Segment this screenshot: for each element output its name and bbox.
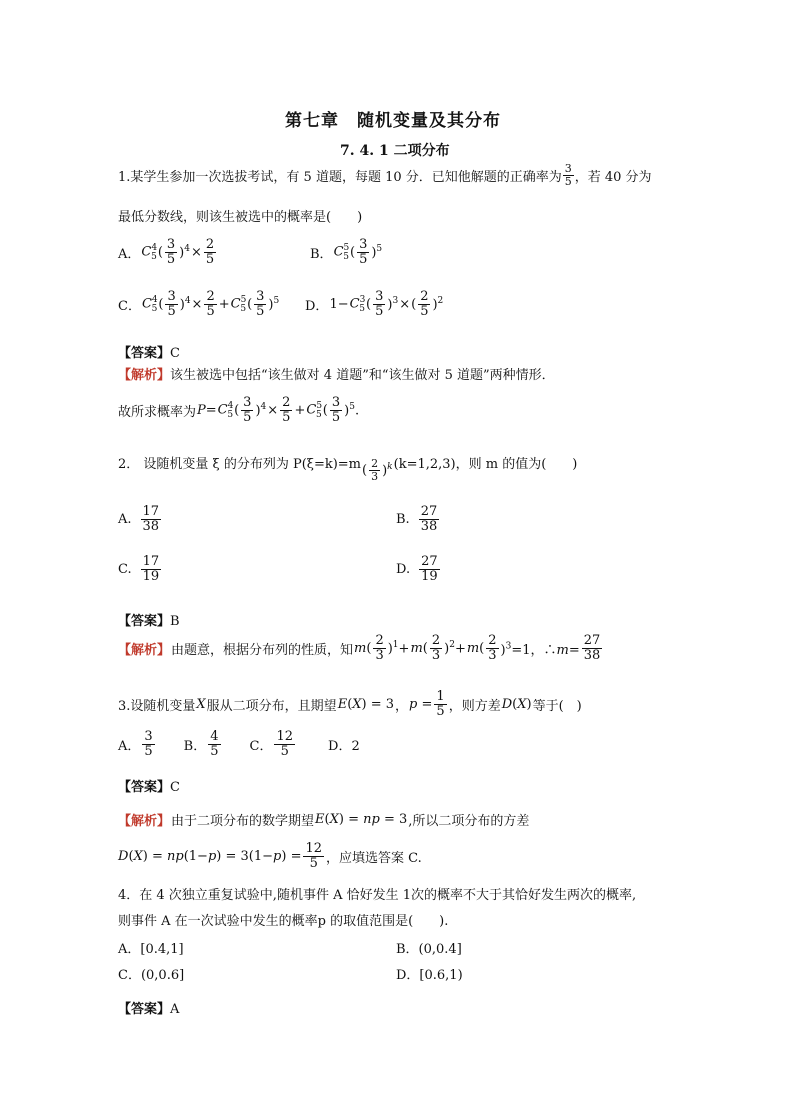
q1-option-d: D． 1− $C^3_5$ ( $\frac{3}{5}$ )$^3$ × ( $\frac{2}{5}$ )$^2$	[305, 289, 444, 319]
section-title: 7. 4. 1 二项分布	[340, 143, 450, 159]
q2-option-d: D. $\frac{27}{19}$	[396, 554, 438, 584]
q3-option-a: A． $\frac{3}{5}$	[118, 729, 153, 759]
q2-answer: 【答案】B	[118, 614, 180, 629]
q3-answer: 【答案】C	[118, 780, 180, 795]
q1-option-b: B． $C^5_5$ ( $\frac{3}{5}$ )$^5$	[310, 237, 383, 267]
q4-option-a: A．[0.4,1]	[118, 942, 184, 957]
q1-answer: 【答案】C	[118, 346, 180, 361]
q4-answer: 【答案】A	[118, 1002, 180, 1017]
q3-analysis-line2: D(X) = np(1−p) = 3(1−p) = $\frac{12}{5}$ ，应填选答案 C.	[118, 841, 422, 871]
q3-options	[118, 730, 360, 758]
q3-option-b: B． $\frac{4}{5}$	[183, 729, 219, 759]
q4-stem-line2: 则事件 A 在一次试验中发生的概率p 的取值范围是( ).	[118, 914, 449, 929]
q2-option-b: B. $\frac{27}{38}$	[396, 504, 438, 534]
q3-option-c: C． $\frac{12}{5}$	[249, 729, 294, 759]
q4-option-d: D．[0.6,1)	[396, 968, 463, 983]
chapter-title: 第七章 随机变量及其分布	[285, 111, 501, 131]
q3-option-d: D．2	[328, 738, 360, 754]
q2-analysis: 【解析】 由题意，根据分布列的性质，知 m( $\frac{2}{3}$ )$^1$+ m( $\frac{2}{3}$ )$^2$+ m( $\frac{2}{3}$ )$^3$=1，∴m= $\frac{27}{38}$	[118, 633, 601, 663]
q1-analysis-line1: 【解析】该生被选中包括“该生做对 4 道题”和“该生做对 5 道题”两种情形．	[118, 368, 555, 383]
q2-option-c: C. $\frac{17}{19}$	[118, 554, 160, 584]
q3-stem: 3.设随机变量 X 服从二项分布，且期望 E(X) = 3 ， p = $\frac{1}{5}$ ，则方差 D(X) 等于( )	[118, 689, 582, 719]
q1-stem-line2: 最低分数线，则该生被选中的概率是( )	[118, 210, 363, 225]
q1-option-a: A． $C^4_5$ ( $\frac{3}{5}$ )$^4$ × $\frac{2}{5}$	[118, 237, 215, 267]
q1-option-c: C． $C^4_5$ ( $\frac{3}{5}$ )$^4$ × $\frac{2}{5}$ + $C^5_5$ ( $\frac{3}{5}$ )$^5$	[118, 289, 280, 319]
q1-stem-line1: 1.某学生参加一次选拔考试，有 5 道题，每题 10 分．已知他解题的正确率为 $\frac{3}{5}$ ，若 40 分为	[118, 162, 652, 188]
q2-option-a: A. $\frac{17}{38}$	[118, 504, 160, 534]
q2-stem: 2． 设随机变量 ξ 的分布列为 P(ξ=k)=m ( $\frac{2}{3}$ )$^k$ (k=1,2,3)，则 m 的值为( )	[118, 456, 578, 483]
q1-rate-fraction: $\frac{3}{5}$	[564, 162, 572, 188]
q3-analysis-line1: 【解析】 由于二项分布的数学期望 E(X) = np = 3 ,所以二项分布的方差	[118, 812, 530, 829]
q4-option-c: C．(0,0.6]	[118, 968, 185, 983]
q4-option-b: B．(0,0.4]	[396, 942, 462, 957]
q4-stem-line1: 4．在 4 次独立重复试验中,随机事件 A 恰好发生 1次的概率不大于其恰好发生两次的概率,	[118, 888, 637, 903]
q1-analysis-line2: 故所求概率为 P= $C^4_5$ ( $\frac{3}{5}$ )$^4$ × $\frac{2}{5}$ + $C^5_5$ ( $\frac{3}{5}$ )$^5$.	[118, 395, 360, 425]
